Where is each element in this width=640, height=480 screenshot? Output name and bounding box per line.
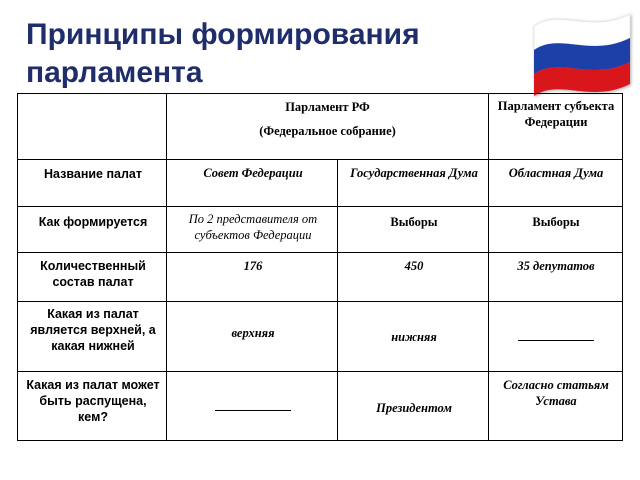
row-label-upper-lower: Какая из палат является верхней, а какая нижней [30, 307, 156, 353]
cell-count-duma: 450 [404, 259, 424, 273]
empty-dash [518, 339, 594, 341]
cell-state-duma: Государственная Дума [350, 166, 478, 180]
cell-formation-council: По 2 представителя от субъектов Федерации [188, 212, 318, 242]
header-subject-parliament: Парламент субъекта Федерации [497, 99, 615, 129]
header-rf-title: Парламент РФ [285, 100, 370, 114]
header-rf-subtitle: (Федеральное собрание) [259, 124, 396, 138]
cell-upper-lower-regional [495, 329, 617, 345]
cell-lower: нижняя [391, 330, 437, 344]
cell-count-council: 176 [243, 259, 263, 273]
parliament-table [17, 93, 623, 441]
cell-upper: верхняя [231, 326, 275, 340]
row-label-formation: Как формируется [38, 215, 148, 229]
row-label-chamber-names: Название палат [44, 167, 142, 181]
cell-formation-duma: Выборы [390, 215, 438, 229]
row-label-dissolution: Какая из палат может быть распущена, кем? [26, 378, 160, 424]
empty-dash [215, 409, 291, 411]
russian-flag-icon [530, 4, 634, 98]
cell-federation-council: Совет Федерации [203, 166, 303, 180]
cell-count-regional: 35 депутатов [517, 259, 595, 273]
cell-dissolution-duma: Президентом [376, 401, 452, 415]
cell-regional-duma: Областная Дума [508, 166, 604, 180]
cell-formation-regional: Выборы [532, 215, 580, 229]
cell-dissolution-regional: Согласно статьям Устава [503, 378, 609, 408]
cell-dissolution-council [173, 399, 333, 415]
row-label-composition: Количественный состав палат [40, 259, 146, 289]
page-title: Принципы формирования парламента [26, 18, 420, 89]
